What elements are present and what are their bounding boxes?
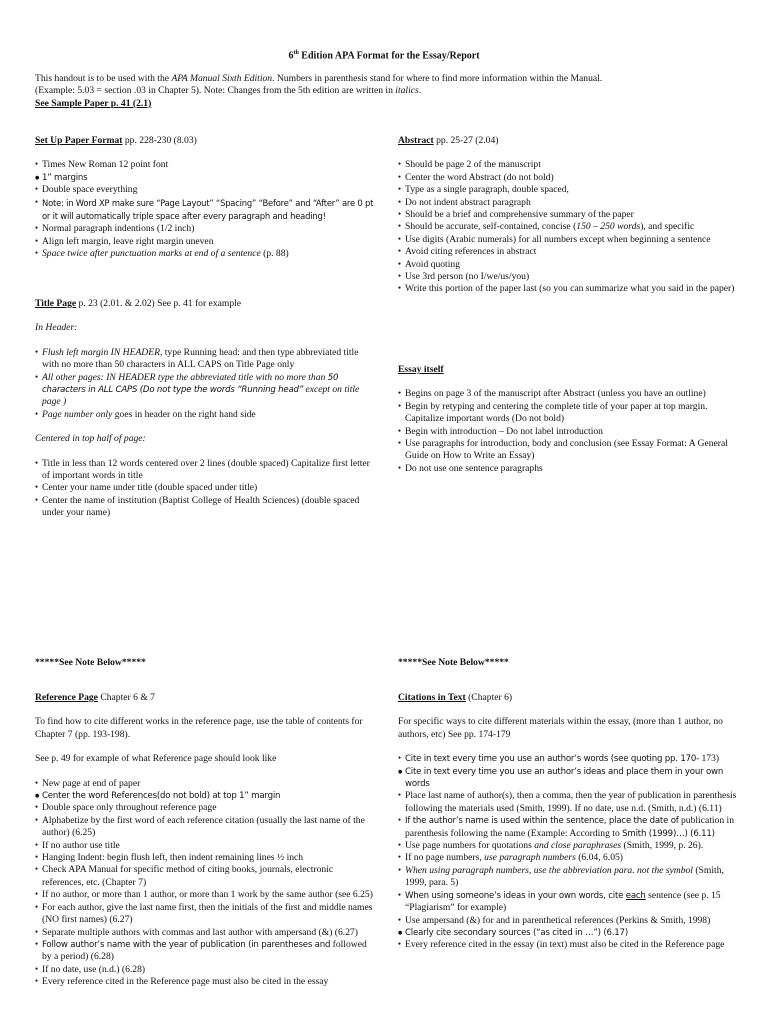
list-item: ● When using paragraph numbers, use the abbreviation para. not the symbol (Smith, 1999, para. 5) [398,865,738,890]
list-item: ● Should be page 2 of the manuscript [398,159,738,171]
list-item: ● Place last name of author(s), then a comma, then the year of publication in parenthesis following the materials used (Smith, 1999). If no date, use n.d. (Smith, n.d.) (6.11) [398,790,738,815]
list-item: ● Title in less than 12 words centered over 2 lines (double spaced) Capitalize first letter of important words in title [35,458,375,483]
list-item: ● If no page numbers, use paragraph numbers (6.04, 6.05) [398,852,738,864]
list-item: ● 1” margins [35,172,375,184]
list-item: ● Align left margin, leave right margin uneven [35,236,375,248]
list-item: ● Center your name under title (double spaced under title) [35,482,375,494]
list-item: ● If no author, or more than 1 author, or more than 1 work by the same author (see 6.25) [35,889,375,901]
list-item: ● Double space everything [35,184,375,196]
page-title: 6th Edition APA Format for the Essay/Report [288,50,480,62]
list-item-note: ● Note: in Word XP make sure “Page Layout” “Spacing” “Before” and “After” are 0 pt or it will automatically triple space after every paragraph and heading! [35,197,375,224]
list-item: ● Check APA Manual for specific method of citing books, journals, electronic references, etc. (Chapter 7) [35,864,375,889]
list-item: ● Write this portion of the paper last (so you can summarize what you said in the paper) [398,283,738,295]
list-item: ● New page at end of paper [35,778,375,790]
essay-section: Essay itself ● Begins on page 3 of the manuscript after Abstract (unless you have an outline) ● Begin by retyping and centering the complete title of your paper at top margin. Capitalize important words (Do not bold) ● Begin with introduction – Do not label introduction ● Use paragraphs for introduction, body and conclusion (see Essay Format: A General Guide on How to Write an Essay) ● Do not use one sentence paragraphs [398,364,738,475]
list-item: ● Alphabetize by the first word of each reference citation (usually the last name of the author) (6.25) [35,815,375,840]
setup-section: Set Up Paper Format pp. 228-230 (8.03) ● Times New Roman 12 point font ● 1” margins ● Double space everything ● Note: in Word XP make sure “Page Layout” “Spacing” “Before” and “After” are 0 pt or it will automatically triple space after every paragraph and heading! ● Normal paragraph indentions (1/2 inch) ● Align left margin, leave right margin uneven ● Space twice after punctuation marks at end of a sentence (p. 88) [35,135,375,261]
list-item: ● Cite in text every time you use an author’s words (see quoting pp. 170- 173) [398,753,738,765]
list-item: ● Every reference cited in the Reference page must also be cited in the essay [35,976,375,988]
list-item: ● Should be accurate, self-contained, concise (150 – 250 words), and specific [398,221,738,233]
list-item: ● For each author, give the last name first, then the initials of the first and middle names (NO first names) (6.27) [35,902,375,927]
citations-section: Citations in Text (Chapter 6) For specific ways to cite different materials within the essay, (more than 1 author, no authors, etc) See pp. 174-179 ● Cite in text every time you use an author’s words (see quoting pp. 170- 173) ● Cite in text every time you use an author’s ideas and place them in your own words ● Place last name of author(s), then a comma, then the year of publication in parenthesis following the materials used (Smith, 1999). If no date, use n.d. (Smith, n.d.) (6.11) ● If the author’s name is used within the sentence, place the date of publication in parenthesis following the name (Example: According to Smith (1999)…) (6.11) ● Use page numbers for quotations and close paraphrases (Smith, 1999, p. 26). ● If no page numbers, use paragraph numbers (6.04, 6.05) ● When using paragraph numbers, use the abbreviation para. not the symbol (Smith, 1999, para. 5) ● When using someone’s ideas in your own words, cite each sentence (see p. 15 “Plagiarism” for example) ● Use ampersand (&) for and in parenthetical references (Perkins & Smith, 1998) ● Clearly cite secondary sources (“as cited in …”) (6.17) ● Every reference cited in the essay (in text) must also be cited in the Reference page [398,692,738,952]
reference-section: Reference Page Chapter 6 & 7 To find how to cite different works in the reference page, use the table of contents for Chapter 7 (pp. 193-198). See p. 49 for example of what Reference page should look like ● New page at end of paper ● Center the word References(do not bold) at top 1” margin ● Double space only throughout reference page ● Alphabetize by the first word of each reference citation (usually the last name of the author) (6.25) ● If no author use title ● Hanging Indent: begin flush left, then indent remaining lines ½ inch ● Check APA Manual for specific method of citing books, journals, electronic references, etc. (Chapter 7) ● If no author, or more than 1 author, or more than 1 work by the same author (see 6.25) ● For each author, give the last name first, then the initials of the first and middle names (NO first names) (6.27) ● Separate multiple authors with commas and last author with ampersand (&) (6.27) ● Follow author’s name with the year of publication (in parentheses and followed by a period) (6.28) ● If no date, use (n.d.) (6.28) ● Every reference cited in the Reference page must also be cited in the essay [35,692,375,989]
list-item: ● Every reference cited in the essay (in text) must also be cited in the Reference page [398,939,738,951]
list-item: ● Normal paragraph indentions (1/2 inch) [35,223,375,235]
list-item: ● Space twice after punctuation marks at end of a sentence (p. 88) [35,248,375,260]
list-item: ● Avoid quoting [398,259,738,271]
list-item: ● Cite in text every time you use an author’s ideas and place them in your own words [398,766,738,791]
note-right: *****See Note Below***** [398,657,509,668]
list-item: ● Use 3rd person (no I/we/us/you) [398,271,738,283]
list-item: ● Use paragraphs for introduction, body and conclusion (see Essay Format: A General Guide on How to Write an Essay) [398,438,738,463]
list-item: ● Do not indent abstract paragraph [398,197,738,209]
title-page-section: Title Page p. 23 (2.01. & 2.02) See p. 41 for example In Header: ● Flush left margin IN HEADER, type Running head: and then type abbreviated title with no more than 50 characters in ALL CAPS on Title Page only ● All other pages: IN HEADER type the abbreviated title with no more than 50 characters in ALL CAPS (Do not type the words “Running head” except on title page ) ● Page number only goes in header on the right hand side Centered in top half of page: ● Title in less than 12 words centered over 2 lines (double spaced) Capitalize first letter of important words in title ● Center your name under title (double spaced under title) ● Center the name of institution (Baptist College of Health Sciences) (double spaced under your name) [35,298,375,520]
list-item: ● If the author’s name is used within the sentence, place the date of publication in parenthesis following the name (Example: According to Smith (1999)…) (6.11) [398,815,738,840]
list-item: ● Do not use one sentence paragraphs [398,463,738,475]
list-item: ● All other pages: IN HEADER type the abbreviated title with no more than 50 characters in ALL CAPS (Do not type the words “Running head” except on title page ) [35,372,375,409]
list-item: ● Separate multiple authors with commas and last author with ampersand (&) (6.27) [35,927,375,939]
list-item: ● Hanging Indent: begin flush left, then indent remaining lines ½ inch [35,852,375,864]
intro-paragraph: This handout is to be used with the APA Manual Sixth Edition. Numbers in parenthesis stand for where to find more information within the Manual. (Example: 5.03 = section .03 in Chapter 5). Note: Changes from the 5th edition are written in italics. See Sample Paper p. 41 (2.1) [35,73,735,110]
list-item: ● Type as a single paragraph, double spaced, [398,184,738,196]
list-item: ● Page number only goes in header on the right hand side [35,409,375,421]
list-item: ● Should be a brief and comprehensive summary of the paper [398,209,738,221]
list-item: ● Double space only throughout reference page [35,802,375,814]
list-item: ● Follow author’s name with the year of publication (in parentheses and followed by a period) (6.28) [35,939,375,964]
list-item: ● If no date, use (n.d.) (6.28) [35,964,375,976]
list-item: ● Center the name of institution (Baptist College of Health Sciences) (double spaced under your name) [35,495,375,520]
list-item: ● Flush left margin IN HEADER, type Running head: and then type abbreviated title with no more than 50 characters in ALL CAPS on Title Page only [35,347,375,372]
list-item: ● Center the word Abstract (do not bold) [398,172,738,184]
list-item: ● When using someone’s ideas in your own words, cite each sentence (see p. 15 “Plagiarism” for example) [398,890,738,915]
list-item: ● Times New Roman 12 point font [35,159,375,171]
note-left: *****See Note Below***** [35,657,146,668]
list-item: ● Avoid citing references in abstract [398,246,738,258]
list-item: ● If no author use title [35,840,375,852]
list-item: ● Use ampersand (&) for and in parenthetical references (Perkins & Smith, 1998) [398,915,738,927]
abstract-section: Abstract pp. 25-27 (2.04) ● Should be page 2 of the manuscript ● Center the word Abstract (do not bold) ● Type as a single paragraph, double spaced, ● Do not indent abstract paragraph ● Should be a brief and comprehensive summary of the paper ● Should be accurate, self-contained, concise (150 – 250 words), and specific ● Use digits (Arabic numerals) for all numbers except when beginning a sentence ● Avoid citing references in abstract ● Avoid quoting ● Use 3rd person (no I/we/us/you) ● Write this portion of the paper last (so you can summarize what you said in the paper) [398,135,738,296]
list-item: ● Begins on page 3 of the manuscript after Abstract (unless you have an outline) [398,388,738,400]
list-item: ● Clearly cite secondary sources (“as cited in …”) (6.17) [398,927,738,939]
list-item: ● Center the word References(do not bold) at top 1” margin [35,790,375,802]
list-item: ● Use digits (Arabic numerals) for all numbers except when beginning a sentence [398,234,738,246]
list-item: ● Begin by retyping and centering the complete title of your paper at top margin. Capitalize important words (Do not bold) [398,401,738,426]
list-item: ● Use page numbers for quotations and close paraphrases (Smith, 1999, p. 26). [398,840,738,852]
list-item: ● Begin with introduction – Do not label introduction [398,426,738,438]
sample-paper-link: See Sample Paper p. 41 (2.1) [35,97,152,109]
